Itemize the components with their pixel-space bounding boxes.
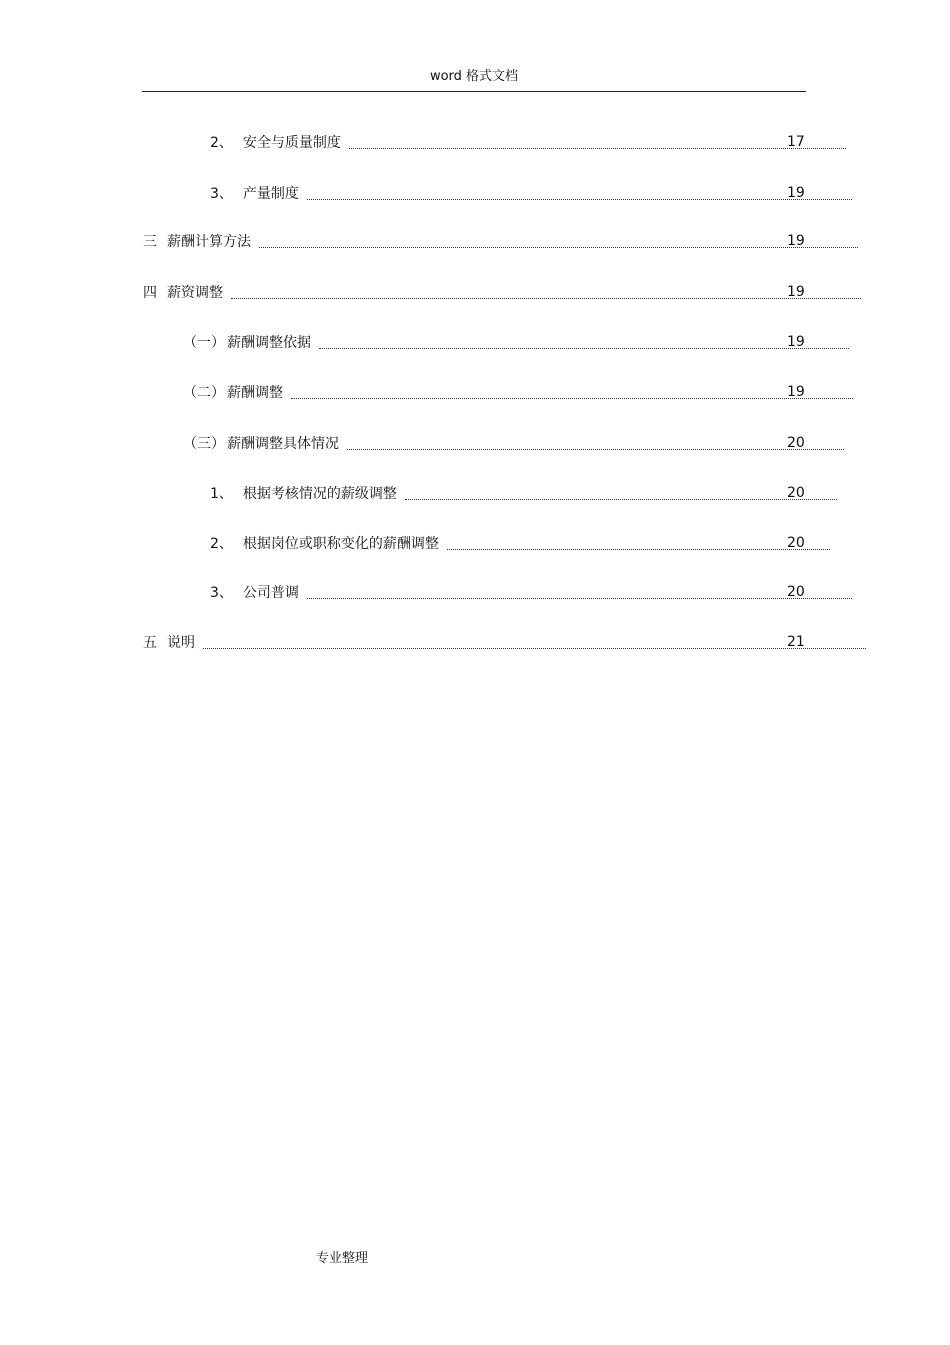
toc-entry-grade-adjustment[interactable]	[210, 483, 837, 503]
toc-entry-page: 19	[787, 284, 805, 300]
header-divider	[142, 91, 806, 92]
toc-entry-page: 20	[787, 485, 805, 501]
toc-entry-general-raise[interactable]	[210, 582, 852, 602]
toc-entry-title: 薪资调整	[167, 285, 223, 301]
dot-leader	[259, 233, 858, 251]
toc-entry-page: 19	[787, 384, 805, 400]
toc-entry-number: （二）	[183, 385, 225, 401]
toc-entry-title: 薪酬调整具体情况	[227, 436, 339, 452]
toc-entry-number: 2、	[210, 536, 233, 552]
toc-entry-adjustment-details[interactable]	[183, 433, 844, 453]
toc-entry-page: 21	[787, 634, 805, 650]
toc-entry-number: 三	[143, 234, 157, 250]
toc-entry-position-change-adjustment[interactable]	[210, 533, 830, 553]
toc-entry-number: 3、	[210, 186, 233, 202]
toc-entry-calculation[interactable]	[143, 231, 858, 251]
page-footer: 专业整理	[316, 1251, 369, 1266]
toc-entry-page: 19	[787, 185, 805, 201]
toc-entry-page: 19	[787, 233, 805, 249]
dot-leader	[447, 535, 830, 553]
toc-entry-title: 公司普调	[242, 585, 299, 601]
toc-entry-page: 20	[787, 535, 805, 551]
toc-entry-title: 薪酬调整依据	[227, 335, 311, 351]
dot-leader	[347, 435, 844, 453]
toc-entry-output[interactable]	[210, 183, 852, 203]
dot-leader	[307, 185, 852, 203]
toc-entry-number: 1、	[210, 486, 233, 502]
dot-leader	[405, 485, 837, 503]
toc-entry-number: 2、	[210, 135, 233, 151]
dot-leader	[349, 134, 846, 152]
toc-entry-title: 说明	[167, 635, 195, 651]
dot-leader	[319, 334, 849, 352]
toc-entry-title: 根据考核情况的薪级调整	[242, 486, 397, 502]
toc-entry-page: 19	[787, 334, 805, 350]
page-header: word 格式文档	[429, 69, 519, 84]
toc-entry-number: （一）	[183, 335, 225, 351]
toc-entry-page: 20	[787, 435, 805, 451]
toc-entry-number: 五	[143, 635, 157, 651]
toc-entry-page: 17	[787, 134, 805, 150]
dot-leader	[231, 284, 861, 302]
toc-entry-number: 3、	[210, 585, 233, 601]
toc-entry-number: （三）	[183, 436, 225, 452]
toc-entry-adjustment[interactable]	[183, 382, 853, 402]
toc-entry-title: 产量制度	[242, 186, 299, 202]
dot-leader	[291, 384, 853, 402]
toc-entry-title: 安全与质量制度	[242, 135, 341, 151]
toc-entry-safety-quality[interactable]	[210, 132, 846, 152]
toc-entry-salary-adjustment[interactable]	[143, 282, 861, 302]
toc-entry-notes[interactable]	[143, 632, 866, 652]
toc-entry-title: 薪酬计算方法	[167, 234, 251, 250]
toc-entry-number: 四	[143, 285, 157, 301]
dot-leader	[203, 634, 866, 652]
dot-leader	[307, 584, 852, 602]
toc-entry-page: 20	[787, 584, 805, 600]
toc-entry-adjustment-basis[interactable]	[183, 332, 849, 352]
toc-entry-title: 薪酬调整	[227, 385, 283, 401]
toc-entry-title: 根据岗位或职称变化的薪酬调整	[242, 536, 439, 552]
